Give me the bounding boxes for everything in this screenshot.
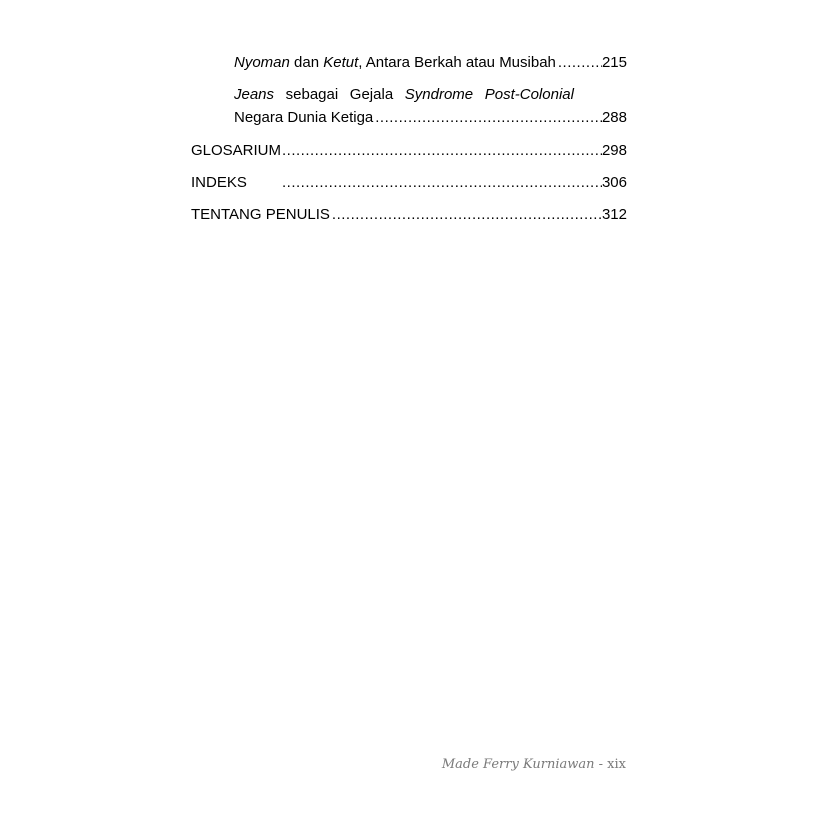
toc-entry-nyoman[interactable] xyxy=(234,54,627,72)
toc-entry-glosarium[interactable] xyxy=(191,142,627,160)
toc-entry-jeans-line1[interactable] xyxy=(234,86,574,104)
toc-entry-title xyxy=(234,54,556,72)
title-word: Syndrome xyxy=(404,86,474,103)
toc-entry-tentang-penulis[interactable] xyxy=(191,206,627,224)
toc-page-number: 298 xyxy=(601,142,627,159)
title-part: dan xyxy=(289,54,324,71)
toc-entry-title: TENTANG PENULIS xyxy=(191,206,330,223)
dot-leader xyxy=(332,206,602,224)
page-footer xyxy=(442,757,626,772)
footer-separator: - xyxy=(594,757,608,772)
toc-page-number: 312 xyxy=(601,206,627,223)
footer-page-number: xix xyxy=(607,757,626,772)
dot-leader xyxy=(282,142,602,160)
title-part: , Antara Berkah atau Musibah xyxy=(358,54,556,71)
toc-page-number: 288 xyxy=(601,109,627,126)
title-word: Jeans xyxy=(234,86,275,103)
toc-entry-title: GLOSARIUM xyxy=(191,142,282,159)
toc-page-number: 215 xyxy=(601,54,627,71)
toc-entry-title: INDEKS xyxy=(191,174,247,191)
title-word: sebagai xyxy=(285,86,339,103)
title-part: Ketut xyxy=(323,54,359,71)
toc-page-number: 306 xyxy=(601,174,627,191)
toc-entry-indeks[interactable] xyxy=(191,174,627,192)
footer-author: Made Ferry Kurniawan xyxy=(441,757,595,772)
dot-leader xyxy=(375,109,602,127)
title-word: Post-Colonial xyxy=(484,86,574,103)
toc-entry-title: Negara Dunia Ketiga xyxy=(234,109,374,126)
title-part: Nyoman xyxy=(234,54,290,71)
toc-entry-jeans-line2[interactable] xyxy=(234,109,627,127)
dot-leader xyxy=(282,174,602,192)
title-word: Gejala xyxy=(349,86,394,103)
dot-leader xyxy=(558,54,602,72)
